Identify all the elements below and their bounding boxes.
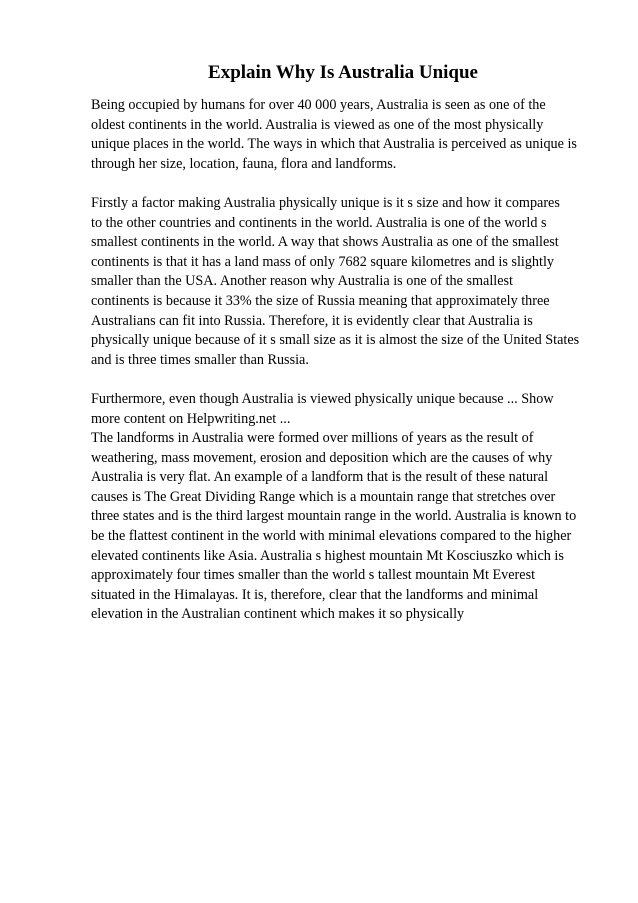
- text-line: Australia is very flat. An example of a landform that is the result of these natural: [91, 469, 549, 486]
- text-line: smaller than the USA. Another reason why Australia is one of the smallest: [91, 273, 513, 290]
- text-line: continents is that it has a land mass of only 7682 square kilometres and is slightly: [91, 253, 554, 270]
- text-line: The landforms in Australia were formed over millions of years as the result of: [91, 430, 534, 447]
- text-line: to the other countries and continents in the world. Australia is one of the world s: [91, 214, 547, 231]
- paragraph-intro: [91, 96, 591, 174]
- text-line: through her size, location, fauna, flora and landforms.: [91, 155, 397, 172]
- text-line: and is three times smaller than Russia.: [91, 351, 309, 368]
- text-line: Firstly a factor making Australia physically unique is it s size and how it compares: [91, 194, 560, 211]
- document-body: [91, 96, 591, 645]
- paragraph-landforms: [91, 429, 591, 625]
- text-line: approximately four times smaller than the world s tallest mountain Mt Everest: [91, 567, 536, 584]
- paragraph-size: [91, 194, 591, 370]
- text-line: Furthermore, even though Australia is viewed physically unique because ... Show: [91, 390, 554, 407]
- text-line: situated in the Himalayas. It is, therefore, clear that the landforms and minimal: [91, 586, 539, 603]
- paragraph-show-more: [91, 390, 591, 429]
- text-line: elevation in the Australian continent which makes it so physically: [91, 606, 465, 623]
- text-line: elevated continents like Asia. Australia s highest mountain Mt Kosciuszko which is: [91, 547, 564, 564]
- text-line: more content on Helpwriting.net ...: [91, 410, 291, 427]
- text-line: be the flattest continent in the world with minimal elevations compared to the higher: [91, 528, 572, 545]
- text-line: weathering, mass movement, erosion and deposition which are the causes of why: [91, 449, 553, 466]
- text-line: oldest continents in the world. Australia is viewed as one of the most physically: [91, 116, 544, 133]
- text-line: physically unique because of it s small size as it is almost the size of the United States: [91, 332, 580, 349]
- document-title: Explain Why Is Australia Unique: [208, 62, 478, 83]
- text-line: continents is because it 33% the size of Russia meaning that approximately three: [91, 292, 550, 309]
- text-line: causes is The Great Dividing Range which is a mountain range that stretches over: [91, 488, 556, 505]
- text-line: Being occupied by humans for over 40 000 years, Australia is seen as one of the: [91, 97, 546, 113]
- text-line: three states and is the third largest mountain range in the world. Australia is known to: [91, 508, 577, 525]
- text-line: unique places in the world. The ways in which that Australia is perceived as unique is: [91, 136, 577, 153]
- text-line: Australians can fit into Russia. Therefore, it is evidently clear that Australia is: [91, 312, 533, 329]
- text-line: smallest continents in the world. A way that shows Australia as one of the smallest: [91, 234, 559, 251]
